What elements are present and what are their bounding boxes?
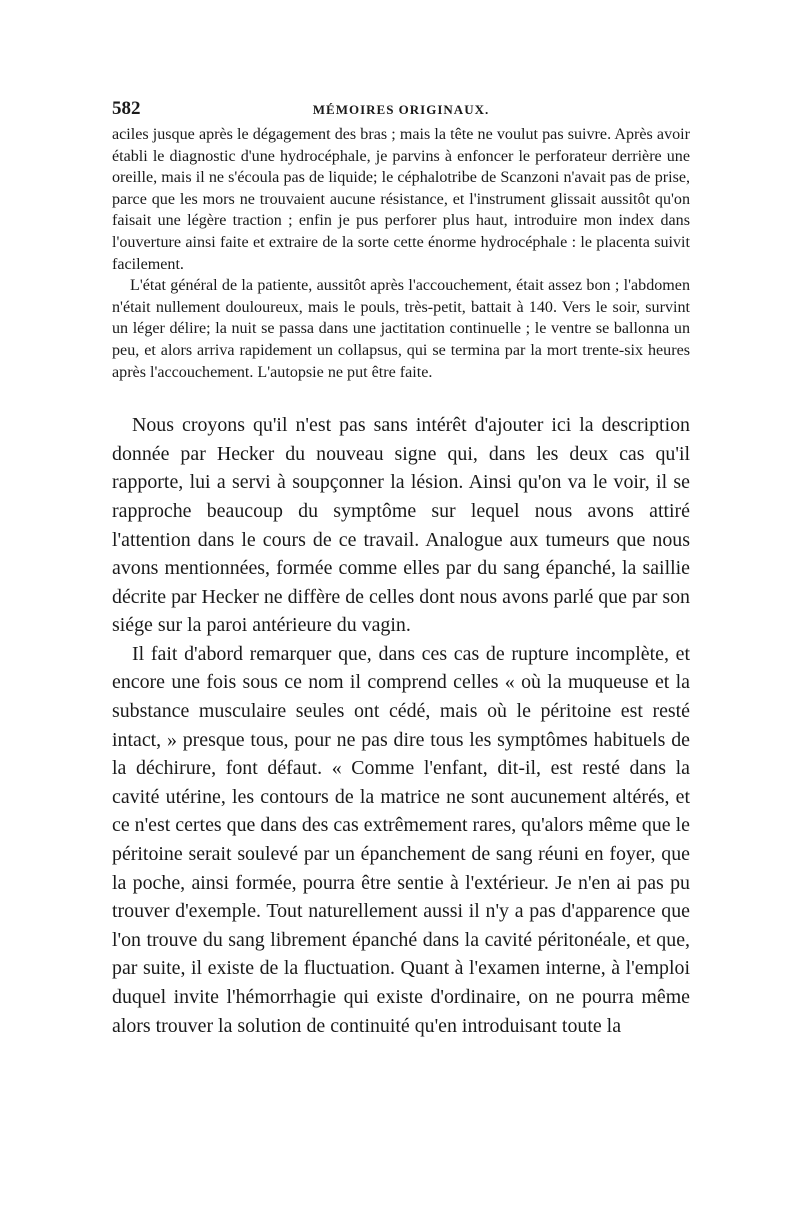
case-paragraph-2: L'état général de la patiente, aussitôt après l'accouchement, était assez bon ; l'abdomen n'était nullement douloureux, mais le pouls, très-petit, battait à 140. Vers le soir, survint un léger délire; la nuit se passa dans une jactitation continuelle ; le ventre se ballonna un peu, et alors arriva rapidement un collapsus, qui se termina par la mort trente-six heures après l'accouchement. L'autopsie ne put être faite. <box>112 277 690 381</box>
case-paragraph-1: aciles jusque après le dégagement des bras ; mais la tête ne voulut pas suivre. Après avoir établi le diagnostic d'une hydrocéphale, je parvins à enfoncer le perforateur derrière une oreille, mais il ne s'écoula pas de liquide; le céphalotribe de Scanzoni n'avait pas de prise, parce que les mors ne trouvaient aucune résistance, et l'instrument glissait aussitôt qu'on faisait une légère traction ; enfin je pus perforer plus haut, introduire mon index dans l'ouverture ainsi faite et extraire de la sorte cette énorme hydrocéphale : le placenta suivit facilement. <box>112 126 690 273</box>
page-number: 582 <box>112 98 141 119</box>
body-paragraph-2: Il fait d'abord remarquer que, dans ces cas de rupture incomplète, et encore une fois sous ce nom il comprend celles « où la muqueuse et la substance musculaire seules ont cédé, mais où le péritoine est resté intact, » presque tous, pour ne pas dire tous les symptômes habituels de la déchirure, font défaut. « Comme l'enfant, dit-il, est resté dans la cavité utérine, les contours de la matrice ne sont aucunement altérés, et ce n'est certes que dans des cas extrêmement rares, qu'alors même que le péritoine serait soulevé par un épanchement de sang réuni en foyer, que la poche, ainsi formée, pourra être sentie à l'extérieur. Je n'en ai pas pu trouver d'exemple. Tout naturellement aussi il n'y a pas d'apparence que l'on trouve du sang librement épanché dans la cavité péritonéale, et que, par suite, il existe de la fluctuation. Quant à l'examen interne, à l'emploi duquel invite l'hémorrhagie qui existe d'ordinaire, on ne pourra même alors trouver la solution de continuité qu'en introduisant toute la <box>112 642 690 1037</box>
body-paragraph-1: Nous croyons qu'il n'est pas sans intérêt d'ajouter ici la description donnée par Hecker du nouveau signe qui, dans les deux cas qu'il rapporte, lui a servi à soupçonner la lésion. Ainsi qu'on va le voir, il se rapproche beaucoup du symptôme sur lequel nous avons attiré l'attention dans le cours de ce travail. Analogue aux tumeurs que nous avons mentionnées, formée comme elles par du sang épanché, la saillie décrite par Hecker ne diffère de celles dont nous avons parlé que par son siége sur la paroi antérieure du vagin. <box>112 414 690 637</box>
running-title: MÉMOIRES ORIGINAUX. <box>312 102 490 117</box>
case-report-block <box>112 124 690 383</box>
running-head <box>112 98 690 124</box>
main-text-block <box>112 411 690 1040</box>
book-page <box>112 98 690 1040</box>
